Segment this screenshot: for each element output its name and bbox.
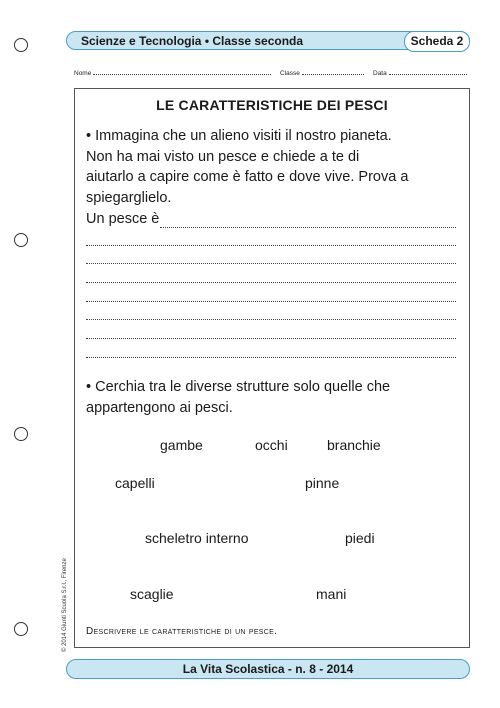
- word-option[interactable]: capelli: [115, 475, 155, 491]
- class-label: Classe: [280, 70, 300, 77]
- class-line: [302, 68, 364, 75]
- answer-line[interactable]: [86, 244, 456, 246]
- exercise1-line: Non ha mai visto un pesce e chiede a te di: [86, 148, 360, 165]
- exercise1-line: • Immagina che un alieno visiti il nostro pianeta.: [86, 128, 392, 144]
- answer-line[interactable]: [86, 356, 456, 358]
- word-option[interactable]: occhi: [255, 437, 288, 453]
- word-option[interactable]: branchie: [327, 437, 381, 453]
- exercise2-instructions: [86, 377, 466, 418]
- answer-line[interactable]: [86, 318, 456, 320]
- binder-hole-1: [14, 38, 28, 52]
- answer-line[interactable]: [86, 300, 456, 302]
- word-option[interactable]: pinne: [305, 475, 340, 491]
- publication-label: La Vita Scolastica - n. 8 - 2014: [182, 662, 354, 676]
- word-option[interactable]: scheletro interno: [145, 530, 249, 546]
- word-option[interactable]: mani: [316, 586, 347, 602]
- word-option[interactable]: piedi: [345, 530, 375, 546]
- date-line: [389, 68, 467, 75]
- worksheet-title: LE CARATTERISTICHE DEI PESCI: [156, 97, 388, 113]
- answer-line[interactable]: [160, 226, 456, 228]
- binder-hole-4: [14, 622, 28, 636]
- name-field[interactable]: [74, 68, 271, 77]
- date-label: Data: [373, 70, 387, 77]
- answer-line[interactable]: [86, 281, 456, 283]
- binder-hole-2: [14, 233, 28, 247]
- copyright-notice: © 2014 Giunti Scuola S.r.l., Firenze: [62, 558, 68, 652]
- answer-line[interactable]: [86, 337, 456, 339]
- exercise1-instructions: [86, 126, 466, 208]
- exercise2-line: appartengono ai pesci.: [86, 399, 233, 416]
- answer-prompt: Un pesce è: [86, 211, 163, 227]
- task-caption: Descrivere le caratteristiche di un pesce.: [86, 626, 278, 637]
- class-field[interactable]: [280, 68, 364, 77]
- date-field[interactable]: [373, 68, 467, 77]
- student-info-row: [74, 68, 470, 80]
- exercise1-line: spiegarglielo.: [86, 189, 172, 206]
- word-option[interactable]: gambe: [160, 437, 203, 453]
- name-line: [93, 68, 271, 75]
- binder-hole-3: [14, 427, 28, 441]
- exercise2-line: • Cerchia tra le diverse strutture solo quelle che: [86, 379, 391, 395]
- name-label: Nome: [74, 70, 92, 77]
- footer-bar: [66, 659, 470, 679]
- sheet-number-badge: Scheda 2: [404, 31, 470, 52]
- word-option[interactable]: scaglie: [130, 586, 174, 602]
- answer-line[interactable]: [86, 262, 456, 264]
- subject-label: Scienze e Tecnologia • Classe seconda: [81, 34, 304, 48]
- exercise1-line: aiutarlo a capire come è fatto e dove vive. Prova a: [86, 169, 409, 185]
